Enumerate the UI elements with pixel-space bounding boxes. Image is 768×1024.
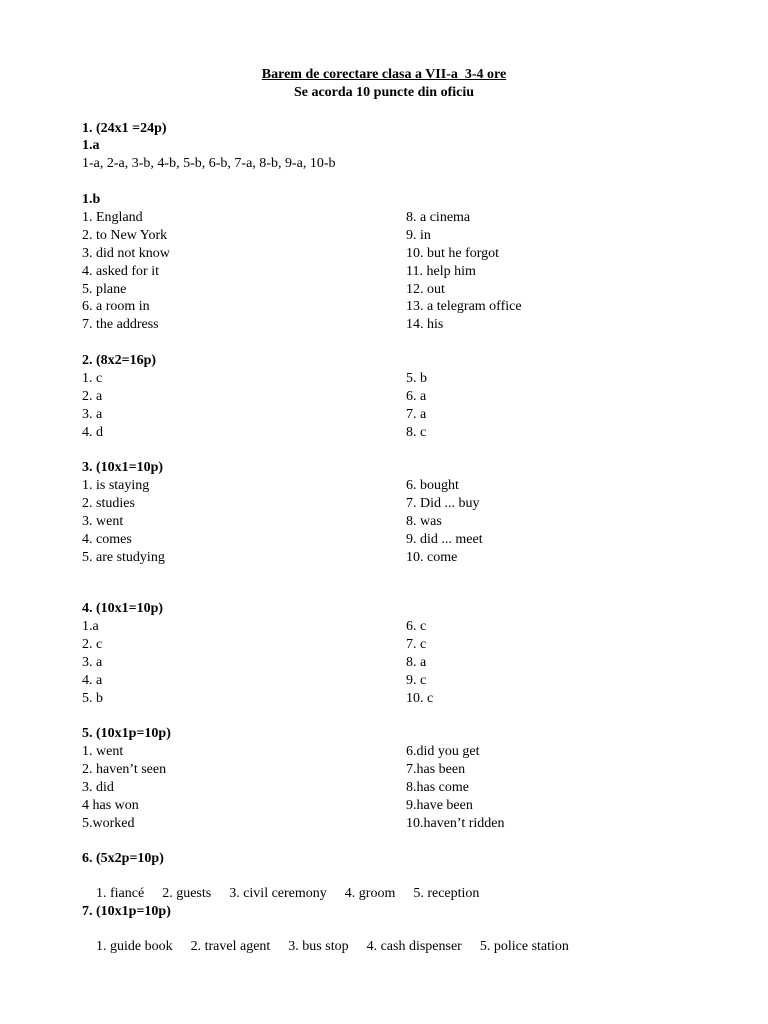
- s5-left-3: 3. did: [82, 780, 114, 795]
- s4-left-3: 3. a: [82, 655, 103, 670]
- s3-right-9: 9. did ... meet: [406, 532, 483, 547]
- s6-item-4: 4. groom: [344, 886, 396, 901]
- s2-left-1: 1. c: [82, 371, 103, 386]
- document-title: Barem de corectare clasa a VII-a 3-4 ore: [261, 67, 507, 82]
- s7-item-4: 4. cash dispenser: [366, 939, 462, 954]
- s7-item-1: 1. guide book: [96, 939, 173, 954]
- s1-right-11: 11. help him: [406, 264, 476, 279]
- s2-left-2: 2. a: [82, 389, 103, 404]
- section-1a-label: 1.a: [82, 138, 100, 153]
- s4-right-6: 6. c: [406, 619, 427, 634]
- s1-left-6: 6. a room in: [82, 299, 150, 314]
- s1-right-14: 14. his: [406, 317, 444, 332]
- section-3-heading: 3. (10x1=10p): [82, 460, 164, 475]
- s5-right-9: 9.have been: [406, 798, 473, 813]
- s6-item-3: 3. civil ceremony: [229, 886, 327, 901]
- section-1b-label: 1.b: [82, 192, 101, 207]
- section-1a-answers: 1-a, 2-a, 3-b, 4-b, 5-b, 6-b, 7-a, 8-b, 9-a, 10-b: [82, 156, 336, 171]
- s3-left-3: 3. went: [82, 514, 124, 529]
- s3-right-8: 8. was: [406, 514, 442, 529]
- s5-left-4: 4 has won: [82, 798, 139, 813]
- s4-right-9: 9. c: [406, 673, 427, 688]
- s5-left-1: 1. went: [82, 744, 124, 759]
- s1-left-3: 3. did not know: [82, 246, 170, 261]
- section-2-heading: 2. (8x2=16p): [82, 353, 157, 368]
- section-1-heading: 1. (24x1 =24p): [82, 121, 167, 136]
- s1-right-12: 12. out: [406, 282, 445, 297]
- s1-right-10: 10. but he forgot: [406, 246, 500, 261]
- section-5-heading: 5. (10x1p=10p): [82, 726, 171, 741]
- s2-right-6: 6. a: [406, 389, 427, 404]
- s1-left-5: 5. plane: [82, 282, 127, 297]
- s3-right-10: 10. come: [406, 550, 458, 565]
- s5-right-7: 7.has been: [406, 762, 466, 777]
- s5-right-10: 10.haven’t ridden: [406, 816, 505, 831]
- s2-left-3: 3. a: [82, 407, 103, 422]
- section-7-heading: 7. (10x1p=10p): [82, 904, 171, 919]
- s5-right-8: 8.has come: [406, 780, 469, 795]
- section-4-heading: 4. (10x1=10p): [82, 601, 164, 616]
- s1-left-4: 4. asked for it: [82, 264, 159, 279]
- s6-item-5: 5. reception: [413, 886, 480, 901]
- s7-item-2: 2. travel agent: [190, 939, 271, 954]
- s1-left-2: 2. to New York: [82, 228, 168, 243]
- s7-answers-row: [82, 921, 587, 972]
- s2-left-4: 4. d: [82, 425, 103, 440]
- s5-right-6: 6.did you get: [406, 744, 480, 759]
- s7-item-3: 3. bus stop: [288, 939, 349, 954]
- s4-right-7: 7. c: [406, 637, 427, 652]
- s3-right-6: 6. bought: [406, 478, 459, 493]
- s2-right-5: 5. b: [406, 371, 427, 386]
- s6-item-2: 2. guests: [162, 886, 212, 901]
- s4-left-2: 2. c: [82, 637, 103, 652]
- document-subtitle: Se acorda 10 puncte din oficiu: [293, 85, 475, 100]
- s4-right-8: 8. a: [406, 655, 427, 670]
- s3-left-4: 4. comes: [82, 532, 132, 547]
- s1-right-13: 13. a telegram office: [406, 299, 522, 314]
- s3-left-5: 5. are studying: [82, 550, 165, 565]
- s7-item-5: 5. police station: [479, 939, 569, 954]
- s1-left-7: 7. the address: [82, 317, 159, 332]
- s5-left-2: 2. haven’t seen: [82, 762, 167, 777]
- s4-left-4: 4. a: [82, 673, 103, 688]
- s2-right-8: 8. c: [406, 425, 427, 440]
- s1-right-8: 8. a cinema: [406, 210, 471, 225]
- s6-item-1: 1. fiancé: [96, 886, 145, 901]
- s4-left-1: 1.a: [82, 619, 99, 634]
- s4-right-10: 10. c: [406, 691, 434, 706]
- s1-right-9: 9. in: [406, 228, 431, 243]
- s3-right-7: 7. Did ... buy: [406, 496, 480, 511]
- section-6-heading: 6. (5x2p=10p): [82, 851, 164, 866]
- s5-left-5: 5.worked: [82, 816, 135, 831]
- s3-left-1: 1. is staying: [82, 478, 150, 493]
- s2-right-7: 7. a: [406, 407, 427, 422]
- s4-left-5: 5. b: [82, 691, 103, 706]
- s1-left-1: 1. England: [82, 210, 143, 225]
- s3-left-2: 2. studies: [82, 496, 135, 511]
